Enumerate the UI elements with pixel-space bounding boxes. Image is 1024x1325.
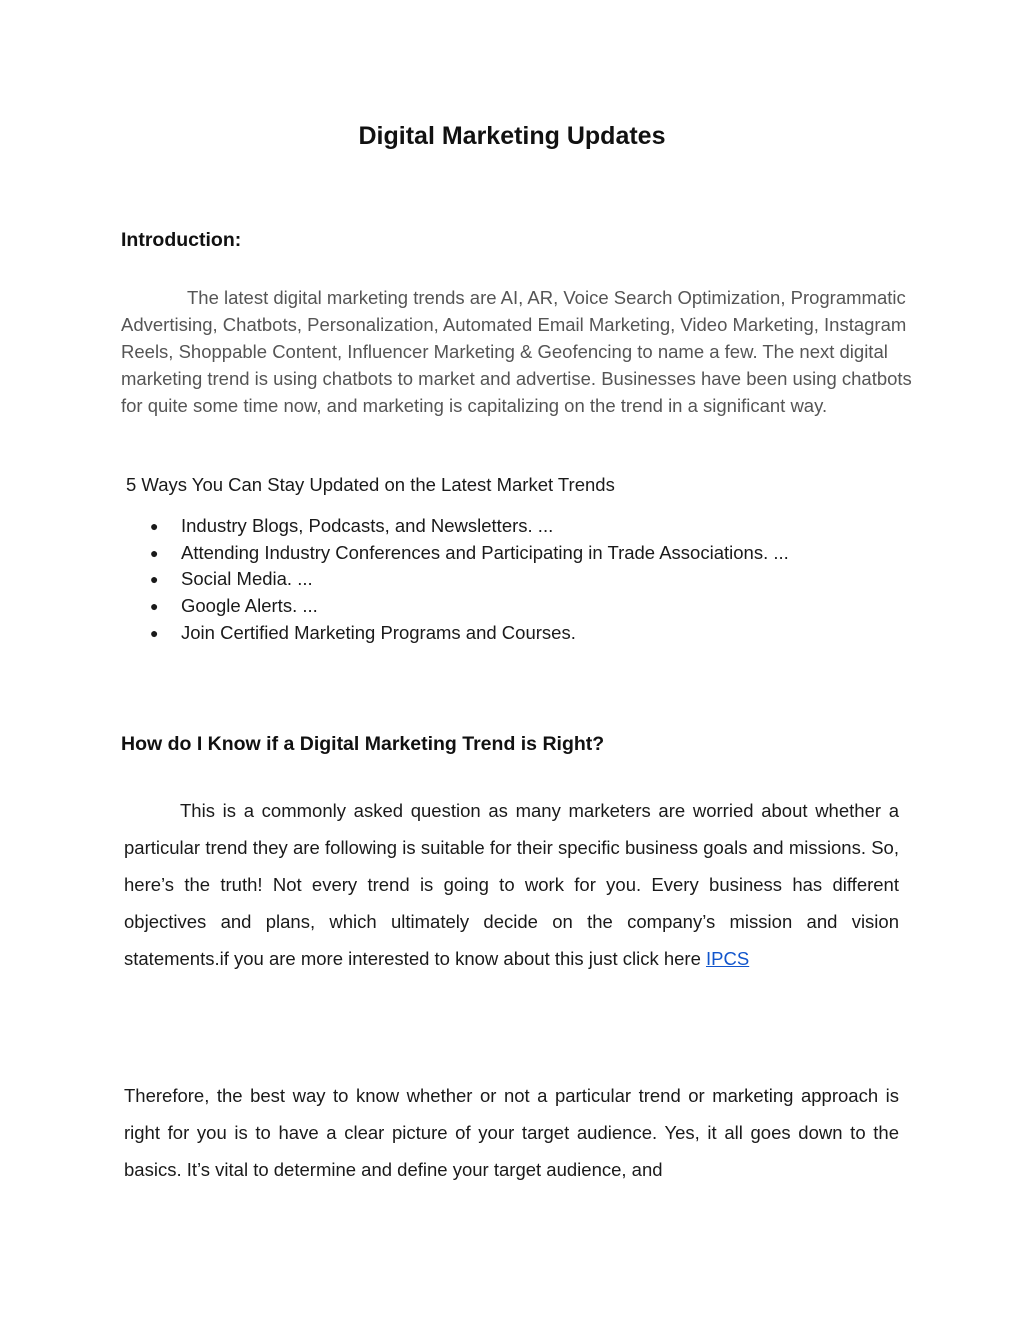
bullet-icon: ● bbox=[150, 571, 159, 588]
bullet-icon: ● bbox=[150, 544, 159, 561]
introduction-heading: Introduction: bbox=[121, 229, 242, 251]
trend-paragraph-2: Therefore, the best way to know whether or not a particular trend or marketing approach is right for you is to have a clear picture of your target audience. Yes, it all goes down to the basics. It’s vital to determine and define your target audience, and bbox=[124, 1085, 899, 1180]
introduction-text: The latest digital marketing trends are AI, AR, Voice Search Optimization, Programmatic Advertising, Chatbots, Personalization, Automated Email Marketing, Video Marketing, Instagram Reels, Shoppable Content, Influencer Marketing & Geofencing to name a few. The next digital marketing trend is using chatbots to market and advertise. Businesses have been using chatbots for quite some time now, and marketing is capitalizing on the trend in a significant way. bbox=[121, 287, 912, 416]
bullet-icon: ● bbox=[150, 598, 159, 615]
introduction-paragraph bbox=[121, 285, 921, 420]
list-item-text: Join Certified Marketing Programs and Courses. bbox=[181, 621, 576, 643]
list-item-text: Attending Industry Conferences and Participating in Trade Associations. ... bbox=[181, 541, 789, 563]
trend-paragraph-1-text: This is a commonly asked question as many marketers are worried about whether a particular trend they are following is suitable for their specific business goals and missions. So, here’s the truth! Not every trend is going to work for you. Every business has different objectives and plans, which ultimately decide on the company’s mission and vision statements.if you are more interested to know about this just click here bbox=[124, 800, 899, 969]
bullet-icon: ● bbox=[150, 624, 159, 641]
trend-section-heading: How do I Know if a Digital Marketing Trend is Right? bbox=[121, 733, 605, 755]
bullet-icon: ● bbox=[150, 518, 159, 534]
list-item-text: Social Media. ... bbox=[181, 568, 313, 590]
page-title: Digital Marketing Updates bbox=[358, 122, 666, 150]
ipcs-link[interactable]: IPCS bbox=[706, 947, 750, 969]
list-item-text: Industry Blogs, Podcasts, and Newsletters. ... bbox=[181, 515, 554, 536]
list-item-text: Google Alerts. ... bbox=[181, 595, 318, 617]
trend-paragraph-1 bbox=[124, 793, 899, 978]
ways-heading: 5 Ways You Can Stay Updated on the Latest Market Trends bbox=[126, 474, 615, 495]
